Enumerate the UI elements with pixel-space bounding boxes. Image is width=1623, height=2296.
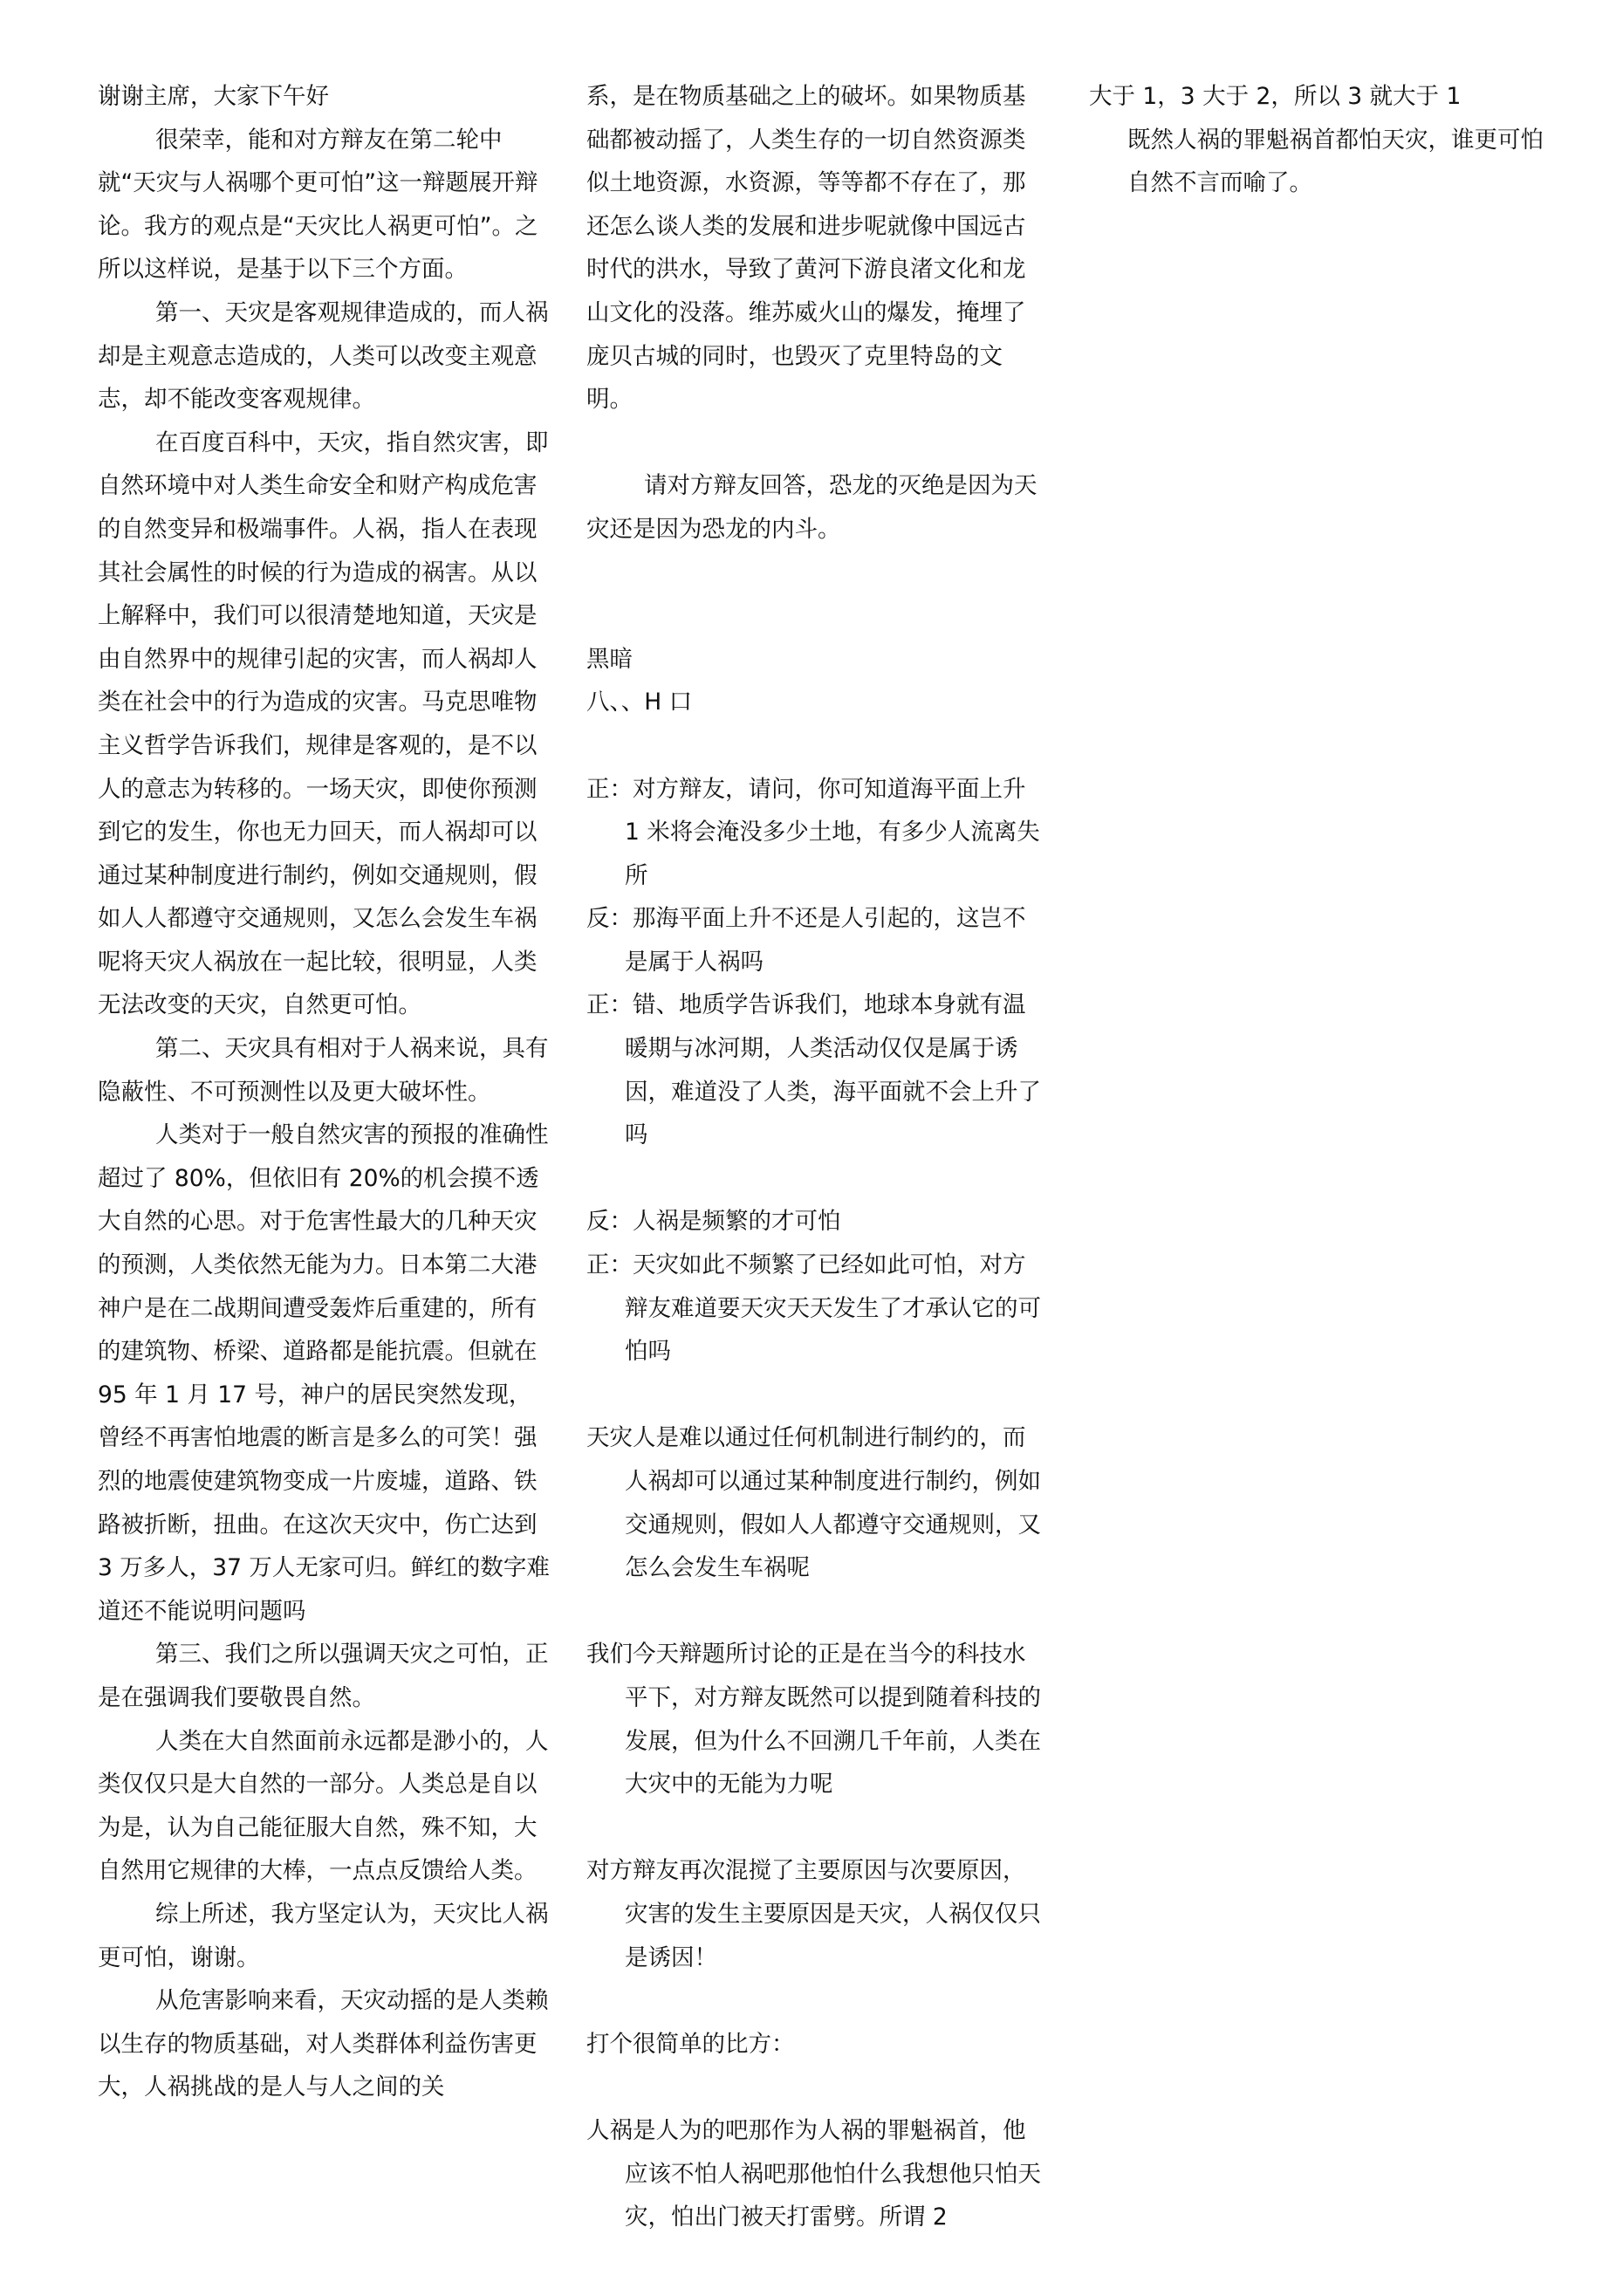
paragraph-cause: 对方辩友再次混搅了主要原因与次要原因，灾害的发生主要原因是天灾，人祸仅仅只是诱因！: [586, 1857, 1041, 1971]
paragraph-technology: 我们今天辩题所讨论的正是在当今的科技水平下，对方辩友既然可以提到随着科技的发展，但为什么不回溯几千年前，人类在大灾中的无能为力呢: [586, 1641, 1041, 1799]
paragraph-intro: 很荣幸，能和对方辩友在第二轮中就“天灾与人祸哪个更可怕”这一辩题展开辩论。我方的观点是“天灾比人祸更可怕”。之所以这样说，是基于以下三个方面。: [98, 126, 538, 284]
dialogue-pro-3: 正：天灾如此不频繁了已经如此可怕，对方辩友难道要天灾天天发生了才承认它的可怕吗: [586, 1251, 1041, 1366]
paragraph-point-2: 第二、天灾具有相对于人祸来说，具有隐蔽性、不可预测性以及更大破坏性。: [98, 1035, 549, 1106]
text-column-2: [586, 75, 1042, 2239]
paragraph-conclusion: 综上所述，我方坚定认为，天灾比人祸更可怕，谢谢。: [98, 1900, 549, 1971]
text-column-3: [1089, 75, 1544, 205]
paragraph-final-statement: 既然人祸的罪魁祸首都怕天灾，谁更可怕自然不言而喻了。: [1127, 126, 1544, 197]
note-dark: 黑暗: [586, 645, 633, 673]
paragraph-nature: 人类在大自然面前永远都是渺小的，人类仅仅只是大自然的一部分。人类总是自以为是，认为自己能征服大自然，殊不知，大自然用它规律的大棒，一点点反馈给人类。: [98, 1727, 549, 1885]
paragraph-analogy-intro: 打个很简单的比方：: [586, 2030, 795, 2058]
paragraph-harm-impact: 从危害影响来看，天灾动摇的是人类赖以生存的物质基础，对人类群体利益伤害更大，人祸挑战的是人与人之间的关: [98, 1987, 549, 2101]
paragraph-restriction: 天灾人是难以通过任何机制进行制约的，而人祸却可以通过某种制度进行制约，例如交通规则，假如人人都遵守交通规则，又怎么会发生车祸呢: [586, 1424, 1041, 1582]
paragraph-point-3: 第三、我们之所以强调天灾之可怕，正是在强调我们要敬畏自然。: [98, 1641, 549, 1711]
paragraph-point-1: 第一、天灾是客观规律造成的，而人祸却是主观意志造成的，人类可以改变主观意志，却不能改变客观规律。: [98, 298, 549, 414]
dialogue-pro-2: 正：错、地质学告诉我们，地球本身就有温暖期与冰河期，人类活动仅仅是属于诱因，难道没了人类，海平面就不会上升了吗: [586, 991, 1041, 1149]
paragraph-greeting: 谢谢主席，大家下午好: [98, 83, 329, 110]
dialogue-con-1: 反：那海平面上升不还是人引起的，这岂不是属于人祸吗: [586, 905, 1026, 976]
paragraph-continuation: 系，是在物质基础之上的破坏。如果物质基础都被动摇了，人类生存的一切自然资源类似土地资源，水资源，等等都不存在了，那还怎么谈人类的发展和进步呢就像中国远古时代的洪水，导致了黄河下游良渚文化和龙山文化的没落。维苏威火山的爆发，掩埋了庞贝古城的同时，也毁灭了克里特岛的文明。: [586, 83, 1026, 414]
paragraph-prediction: 人类对于一般自然灾害的预报的准确性超过了 80%，但依旧有 20%的机会摸不透大自然的心思。对于危害性最大的几种天灾的预测，人类依然无能为力。日本第二大港神户是在二战期间遭受轰炸后重建的，所有的建筑物、桥梁、道路都是能抗震。但就在 95 年 1 月 17 号，神户的居民突然发现，曾经不再害怕地震的断言是多么的可笑！强烈的地震使建筑物变成一片废墟，道路、铁路被折断，扭曲。在这次天灾中，伤亡达到 3 万多人，37 万人无家可归。鲜红的数字难道还不能说明问题吗: [98, 1121, 550, 1625]
note-eight: 八、、H 口: [586, 689, 693, 716]
paragraph-analogy: 人祸是人为的吧那作为人祸的罪魁祸首，他应该不怕人祸吧那他怕什么我想他只怕天灾，怕出门被天打雷劈。所谓 2: [586, 2116, 1041, 2231]
dialogue-pro-1: 正：对方辩友，请问，你可知道海平面上升 1 米将会淹没多少土地，有多少人流离失所: [586, 775, 1040, 889]
paragraph-dinosaur-question: 请对方辩友回答，恐龙的灭绝是因为天灾还是因为恐龙的内斗。: [586, 472, 1037, 543]
paragraph-definition: 在百度百科中，天灾，指自然灾害，即自然环境中对人类生命安全和财产构成危害的自然变异和极端事件。人祸，指人在表现其社会属性的时候的行为造成的祸害。从以上解释中，我们可以很清楚地知道，天灾是由自然界中的规律引起的灾害，而人祸却人类在社会中的行为造成的灾害。马克思唯物主义哲学告诉我们，规律是客观的，是不以人的意志为转移的。一场天灾，即使你预测到它的发生，你也无力回天，而人祸却可以通过某种制度进行制约，例如交通规则，假如人人都遵守交通规则，又怎么会发生车祸呢将天灾人祸放在一起比较，很明显，人类无法改变的天灾，自然更可怕。: [98, 428, 549, 1019]
dialogue-con-2: 反：人祸是频繁的才可怕: [586, 1208, 841, 1236]
paragraph-analogy-end: 大于 1，3 大于 2，所以 3 就大于 1: [1089, 83, 1462, 110]
text-column-1: [98, 75, 553, 2109]
